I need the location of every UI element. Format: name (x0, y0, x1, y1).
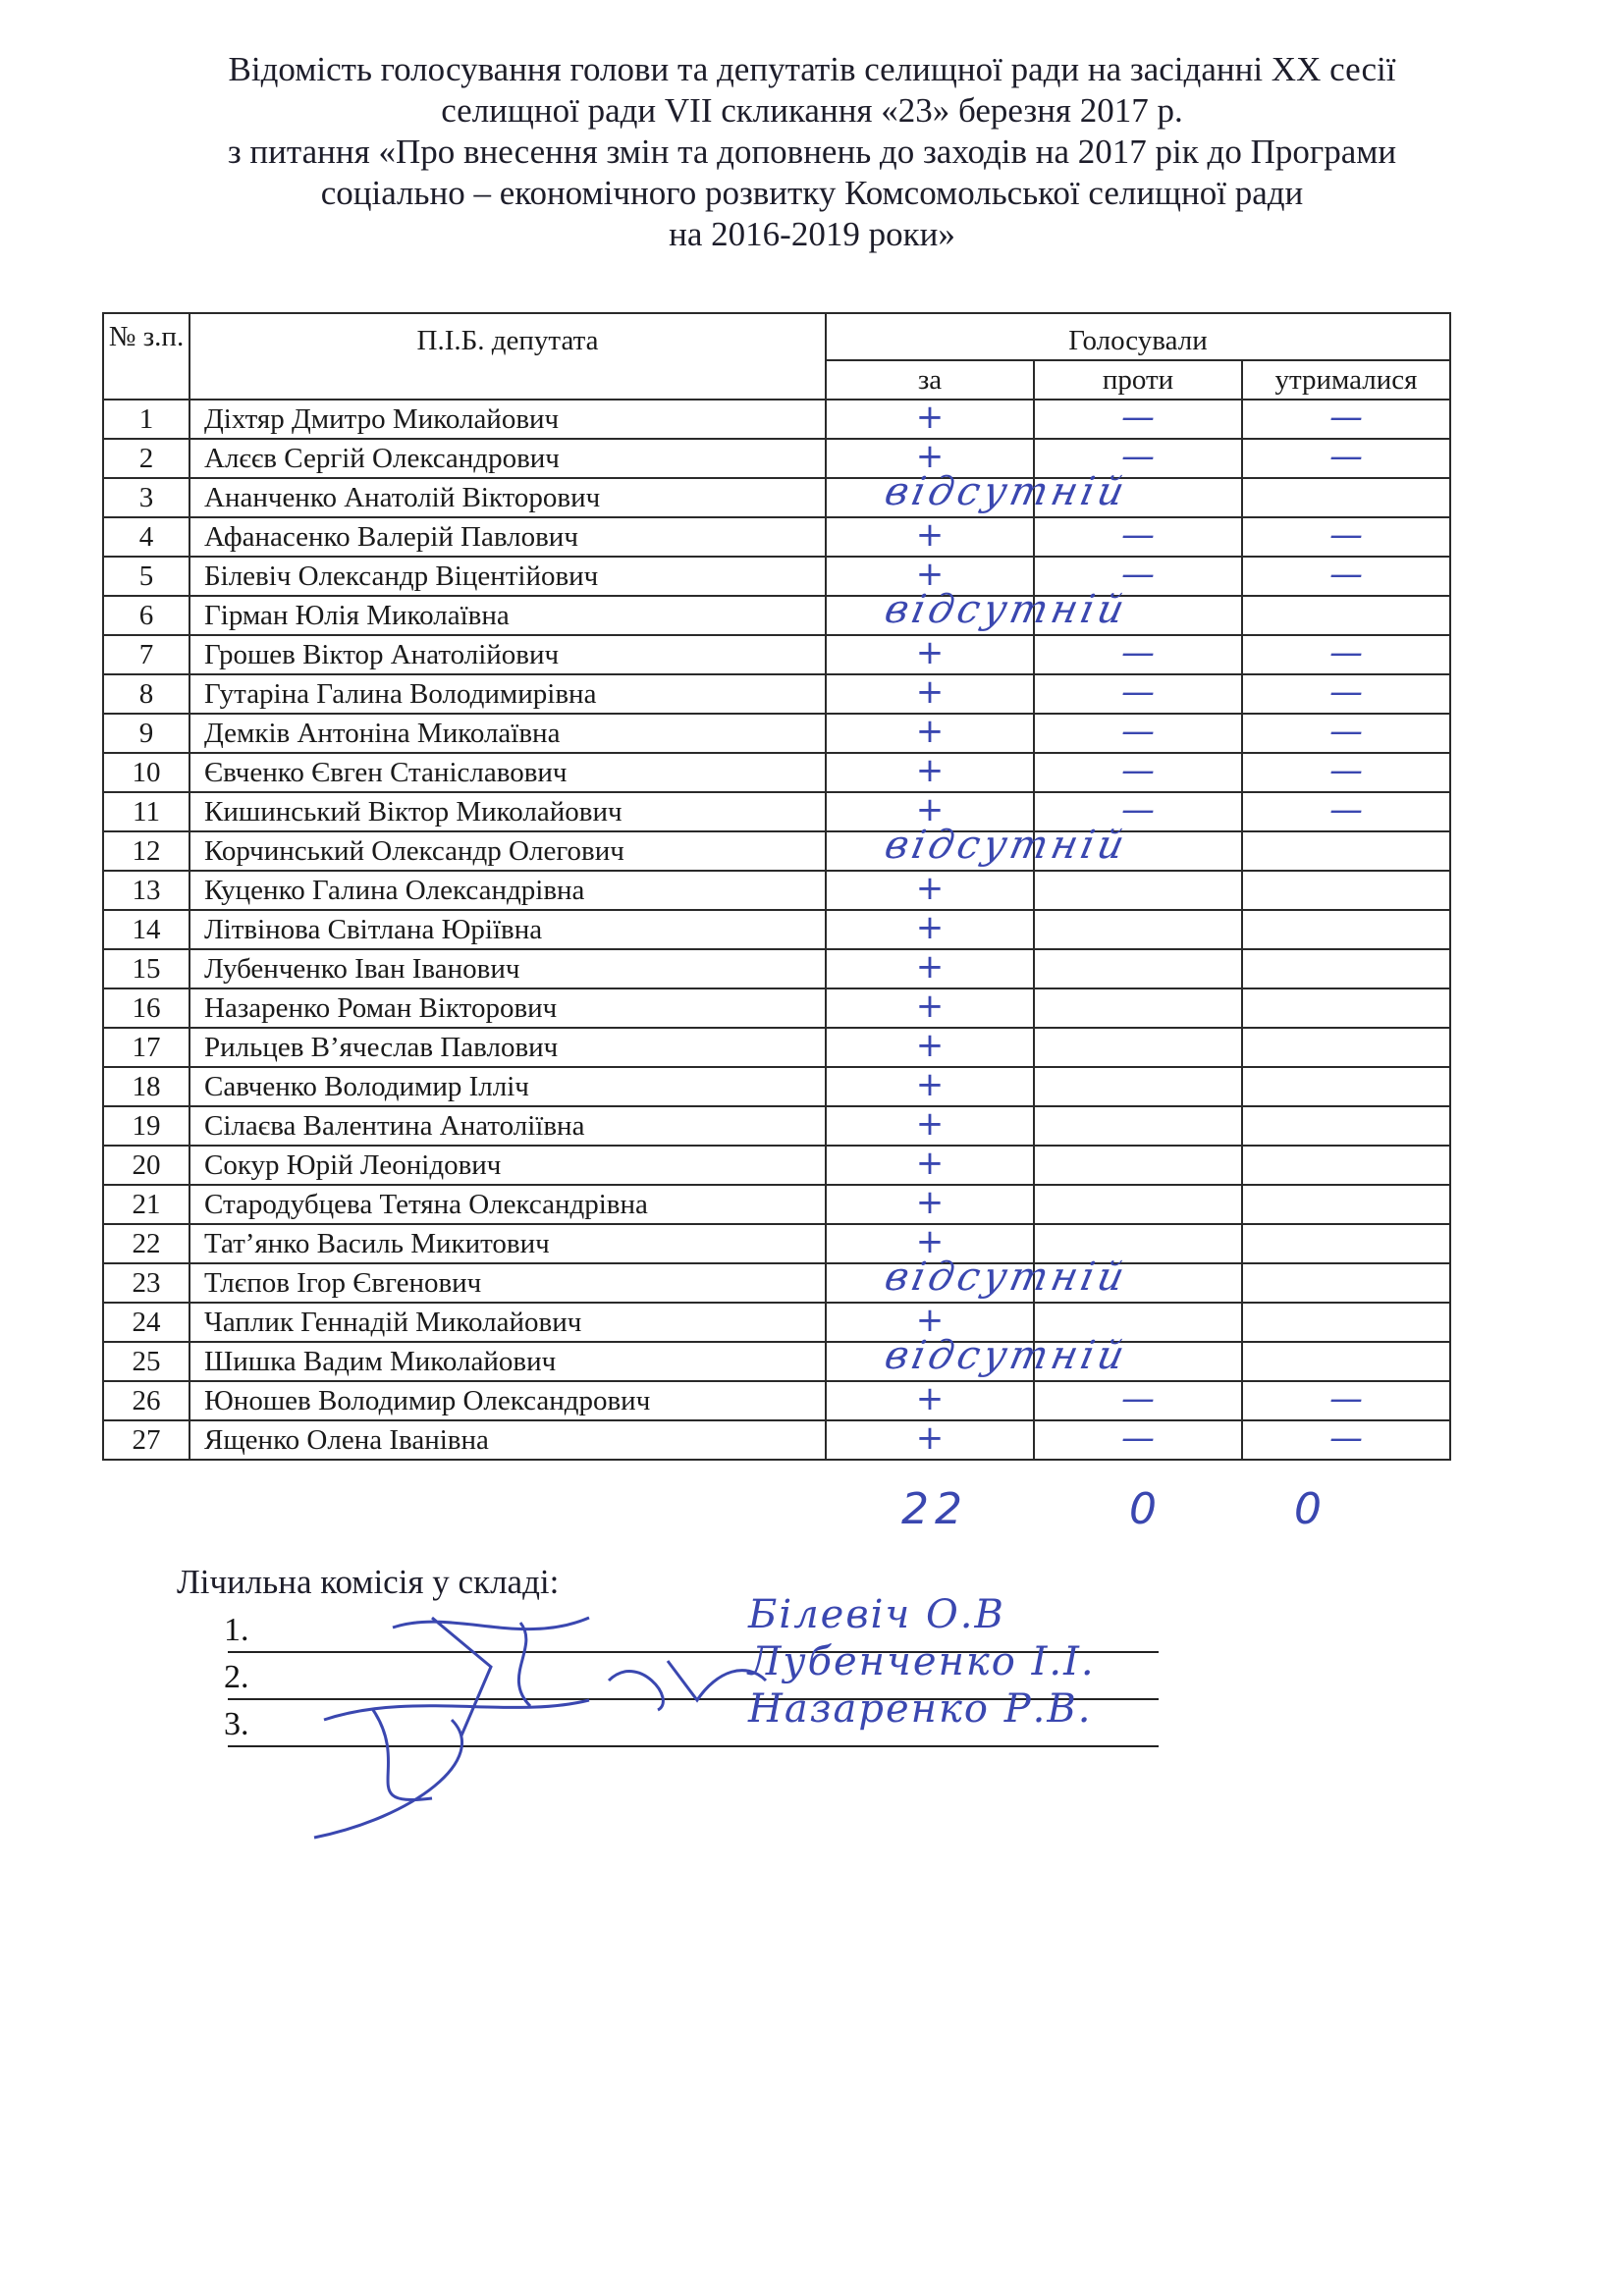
plus-mark: + (915, 790, 945, 829)
table-row (103, 949, 1450, 988)
header-voted: Голосували (826, 313, 1450, 360)
vote-abstained (1242, 400, 1450, 439)
row-number: 8 (103, 674, 189, 714)
deputy-name: Діхтяр Дмитро Миколайович (189, 400, 826, 439)
plus-mark: + (915, 947, 945, 987)
deputy-name: Савченко Володимир Ілліч (189, 1067, 826, 1106)
title-line: Відомість голосування голови та депутатів селищної ради на засіданні ХХ сесії (228, 50, 1396, 88)
vote-against (1034, 478, 1242, 517)
plus-mark: + (915, 633, 945, 672)
dash-mark: — (1121, 712, 1155, 751)
deputy-name: Кишинський Віктор Миколайович (189, 792, 826, 831)
header-number: № з.п. (103, 313, 189, 400)
commission-label: Лічильна комісія у складі: (177, 1563, 560, 1601)
row-number: 25 (103, 1342, 189, 1381)
dash-mark: — (1329, 712, 1363, 751)
vote-against (1034, 1028, 1242, 1067)
table-row (103, 1420, 1450, 1460)
plus-mark: + (915, 398, 945, 437)
row-number: 24 (103, 1303, 189, 1342)
row-number: 19 (103, 1106, 189, 1146)
vote-against (1034, 1420, 1242, 1460)
header-name: П.І.Б. депутата (189, 313, 826, 400)
vote-abstained (1242, 1303, 1450, 1342)
dash-mark: — (1121, 672, 1155, 712)
deputy-name: Стародубцева Тетяна Олександрівна (189, 1185, 826, 1224)
vote-against (1034, 517, 1242, 557)
plus-mark: + (915, 908, 945, 947)
absent-mark: відсутній (881, 1255, 1132, 1300)
total-for: 22 (901, 1484, 968, 1534)
vote-abstained (1242, 439, 1450, 478)
deputy-name: Демків Антоніна Миколаївна (189, 714, 826, 753)
dash-mark: — (1121, 751, 1155, 790)
row-number: 4 (103, 517, 189, 557)
dash-mark: — (1121, 515, 1155, 555)
header-for: за (826, 360, 1034, 400)
plus-mark: + (915, 1379, 945, 1418)
table-row (103, 1106, 1450, 1146)
table-row (103, 1342, 1450, 1381)
dash-mark: — (1121, 437, 1155, 476)
row-number: 11 (103, 792, 189, 831)
total-against: 0 (1129, 1484, 1163, 1534)
row-number: 5 (103, 557, 189, 596)
absent-mark: відсутній (881, 469, 1132, 514)
row-number: 3 (103, 478, 189, 517)
row-number: 27 (103, 1420, 189, 1460)
header-against: проти (1034, 360, 1242, 400)
title-line: з питання «Про внесення змін та доповнень до заходів на 2017 рік до Програми (227, 133, 1397, 171)
absent-mark: відсутній (881, 1333, 1132, 1378)
deputy-name: Євченко Євген Станіславович (189, 753, 826, 792)
dash-mark: — (1329, 672, 1363, 712)
dash-mark: — (1121, 555, 1155, 594)
deputy-name: Сокур Юрій Леонідович (189, 1146, 826, 1185)
plus-mark: + (915, 1222, 945, 1261)
deputy-name: Сілаєва Валентина Анатоліївна (189, 1106, 826, 1146)
member-number: 2. (224, 1659, 249, 1695)
vote-abstained (1242, 1420, 1450, 1460)
dash-mark: — (1121, 1379, 1155, 1418)
total-abstained: 0 (1294, 1484, 1327, 1534)
table-row (103, 478, 1450, 517)
vote-abstained (1242, 1342, 1450, 1381)
deputy-name: Літвінова Світлана Юріївна (189, 910, 826, 949)
member-number: 1. (224, 1612, 249, 1648)
member-name: Білевіч О.В (748, 1592, 1005, 1637)
row-number: 17 (103, 1028, 189, 1067)
deputy-name: Рильцев В’ячеслав Павлович (189, 1028, 826, 1067)
deputy-name: Білевіч Олександр Віцентійович (189, 557, 826, 596)
dash-mark: — (1121, 633, 1155, 672)
vote-abstained (1242, 1106, 1450, 1146)
vote-for (826, 949, 1034, 988)
member-number: 3. (224, 1706, 249, 1742)
row-number: 2 (103, 439, 189, 478)
vote-against (1034, 1342, 1242, 1381)
deputy-name: Шишка Вадим Миколайович (189, 1342, 826, 1381)
table-row (103, 792, 1450, 831)
vote-for (826, 517, 1034, 557)
vote-against (1034, 753, 1242, 792)
deputy-name: Алєєв Сергій Олександрович (189, 439, 826, 478)
vote-for (826, 823, 1132, 871)
vote-abstained (1242, 792, 1450, 831)
vote-abstained (1242, 674, 1450, 714)
vote-against (1034, 1263, 1242, 1303)
deputy-name: Гірман Юлія Миколаївна (189, 596, 826, 635)
vote-abstained (1242, 714, 1450, 753)
vote-for (826, 587, 1132, 635)
vote-for (826, 1381, 1034, 1420)
vote-for (826, 988, 1034, 1028)
vote-against (1034, 1185, 1242, 1224)
vote-abstained (1242, 988, 1450, 1028)
document-title (98, 49, 1526, 255)
title-line: селищної ради VII скликання «23» березня 2017 р. (441, 91, 1183, 130)
vote-against (1034, 949, 1242, 988)
deputy-name: Куценко Галина Олександрівна (189, 871, 826, 910)
table-row (103, 400, 1450, 439)
vote-against (1034, 635, 1242, 674)
vote-abstained (1242, 1381, 1450, 1420)
plus-mark: + (915, 1183, 945, 1222)
row-number: 26 (103, 1381, 189, 1420)
vote-for (826, 1028, 1034, 1067)
deputy-name: Лубенченко Іван Іванович (189, 949, 826, 988)
vote-abstained (1242, 1224, 1450, 1263)
dash-mark: — (1329, 437, 1363, 476)
vote-against (1034, 871, 1242, 910)
signature-3-scribble (295, 1681, 707, 1847)
vote-abstained (1242, 478, 1450, 517)
row-number: 23 (103, 1263, 189, 1303)
row-number: 7 (103, 635, 189, 674)
table-row (103, 1303, 1450, 1342)
dash-mark: — (1329, 633, 1363, 672)
vote-for (826, 910, 1034, 949)
row-number: 22 (103, 1224, 189, 1263)
deputy-name: Афанасенко Валерій Павлович (189, 517, 826, 557)
dash-mark: — (1329, 398, 1363, 437)
row-number: 10 (103, 753, 189, 792)
table-row (103, 831, 1450, 871)
dash-mark: — (1329, 555, 1363, 594)
table-row (103, 714, 1450, 753)
table-row (103, 635, 1450, 674)
vote-against (1034, 674, 1242, 714)
row-number: 6 (103, 596, 189, 635)
absent-mark: відсутній (881, 823, 1132, 868)
vote-against (1034, 714, 1242, 753)
vote-against (1034, 831, 1242, 871)
table-row (103, 674, 1450, 714)
plus-mark: + (915, 437, 945, 476)
vote-for (826, 871, 1034, 910)
vote-abstained (1242, 949, 1450, 988)
dash-mark: — (1329, 1418, 1363, 1458)
vote-for (826, 1333, 1132, 1381)
vote-against (1034, 1146, 1242, 1185)
dash-mark: — (1329, 1379, 1363, 1418)
table-row (103, 557, 1450, 596)
dash-mark: — (1121, 398, 1155, 437)
plus-mark: + (915, 1418, 945, 1458)
vote-against (1034, 1067, 1242, 1106)
plus-mark: + (915, 515, 945, 555)
vote-against (1034, 400, 1242, 439)
dash-mark: — (1121, 790, 1155, 829)
dash-mark: — (1121, 1418, 1155, 1458)
vote-abstained (1242, 831, 1450, 871)
row-number: 1 (103, 400, 189, 439)
deputy-name: Назаренко Роман Вікторович (189, 988, 826, 1028)
vote-abstained (1242, 1067, 1450, 1106)
deputy-name: Чаплик Геннадій Миколайович (189, 1303, 826, 1342)
vote-for (826, 469, 1132, 517)
deputy-name: Тат’янко Василь Микитович (189, 1224, 826, 1263)
plus-mark: + (915, 1065, 945, 1104)
vote-abstained (1242, 1146, 1450, 1185)
member-name: Лубенченко І.І. (748, 1639, 1096, 1684)
table-row (103, 517, 1450, 557)
plus-mark: + (915, 1104, 945, 1144)
vote-for (826, 1146, 1034, 1185)
row-number: 12 (103, 831, 189, 871)
table-row (103, 910, 1450, 949)
vote-for (826, 635, 1034, 674)
row-number: 21 (103, 1185, 189, 1224)
table-row (103, 871, 1450, 910)
title-line: на 2016-2019 роки» (669, 215, 955, 253)
vote-against (1034, 1381, 1242, 1420)
vote-abstained (1242, 871, 1450, 910)
deputy-name: Корчинський Олександр Олегович (189, 831, 826, 871)
dash-mark: — (1329, 751, 1363, 790)
row-number: 20 (103, 1146, 189, 1185)
vote-abstained (1242, 910, 1450, 949)
plus-mark: + (915, 869, 945, 908)
dash-mark: — (1329, 515, 1363, 555)
table-row (103, 1028, 1450, 1067)
row-number: 14 (103, 910, 189, 949)
absent-mark: відсутній (881, 587, 1132, 632)
row-number: 15 (103, 949, 189, 988)
vote-for (826, 400, 1034, 439)
table-row (103, 1185, 1450, 1224)
vote-against (1034, 1106, 1242, 1146)
plus-mark: + (915, 712, 945, 751)
header-abstained: утрималися (1242, 360, 1450, 400)
deputy-name: Тлєпов Ігор Євгенович (189, 1263, 826, 1303)
vote-rows (103, 400, 1450, 1460)
plus-mark: + (915, 555, 945, 594)
table-row (103, 439, 1450, 478)
plus-mark: + (915, 987, 945, 1026)
title-line: соціально – економічного розвитку Комсомольської селищної ради (320, 174, 1304, 212)
vote-for (826, 1067, 1034, 1106)
plus-mark: + (915, 1144, 945, 1183)
vote-abstained (1242, 1028, 1450, 1067)
vote-abstained (1242, 557, 1450, 596)
vote-against (1034, 988, 1242, 1028)
table-row (103, 1381, 1450, 1420)
table-row (103, 1263, 1450, 1303)
plus-mark: + (915, 751, 945, 790)
plus-mark: + (915, 1026, 945, 1065)
vote-for (826, 1185, 1034, 1224)
table-row (103, 596, 1450, 635)
vote-abstained (1242, 1185, 1450, 1224)
table-row (103, 1067, 1450, 1106)
plus-mark: + (915, 672, 945, 712)
vote-for (826, 674, 1034, 714)
vote-for (826, 1255, 1132, 1303)
row-number: 16 (103, 988, 189, 1028)
dash-mark: — (1329, 790, 1363, 829)
deputy-name: Грошев Віктор Анатолійович (189, 635, 826, 674)
deputy-name: Ященко Олена Іванівна (189, 1420, 826, 1460)
vote-for (826, 753, 1034, 792)
vote-abstained (1242, 596, 1450, 635)
vote-for (826, 714, 1034, 753)
vote-totals (0, 1484, 1624, 1543)
vote-abstained (1242, 635, 1450, 674)
table-row (103, 988, 1450, 1028)
plus-mark: + (915, 1301, 945, 1340)
row-number: 9 (103, 714, 189, 753)
table-row (103, 1224, 1450, 1263)
table-row (103, 753, 1450, 792)
deputy-name: Ананченко Анатолій Вікторович (189, 478, 826, 517)
table-row (103, 1146, 1450, 1185)
vote-abstained (1242, 517, 1450, 557)
voting-table (102, 312, 1451, 1461)
vote-for (826, 1420, 1034, 1460)
vote-abstained (1242, 753, 1450, 792)
member-name: Назаренко Р.В. (748, 1686, 1093, 1732)
deputy-name: Гутаріна Галина Володимирівна (189, 674, 826, 714)
row-number: 13 (103, 871, 189, 910)
vote-against (1034, 910, 1242, 949)
vote-against (1034, 596, 1242, 635)
deputy-name: Юношев Володимир Олександрович (189, 1381, 826, 1420)
vote-abstained (1242, 1263, 1450, 1303)
vote-for (826, 1106, 1034, 1146)
row-number: 18 (103, 1067, 189, 1106)
